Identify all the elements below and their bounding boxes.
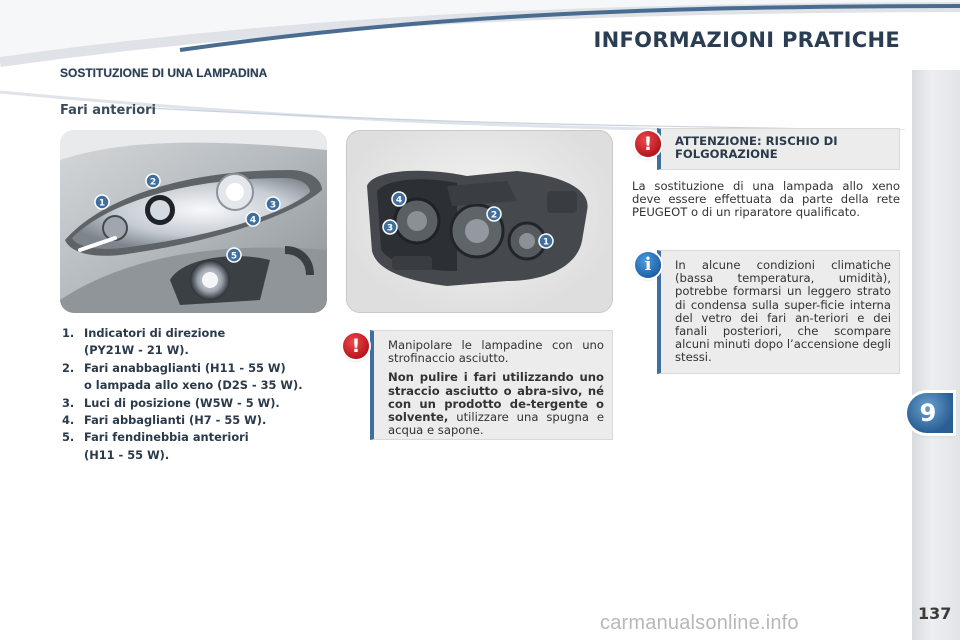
list-item	[62, 360, 332, 395]
list-item-text: Luci di posizione (W5W - 5 W).	[84, 395, 280, 410]
list-item-text: Fari anabbaglianti (H11 - 55 W)	[84, 360, 286, 375]
info-icon: i	[635, 252, 661, 278]
callout-3: 3	[269, 200, 277, 211]
right-margin-band	[912, 70, 960, 640]
list-item	[62, 395, 332, 412]
list-item-number: 2.	[62, 360, 75, 375]
cleaning-note-text: Manipolare le lampadine con uno strofinaccio asciutto.	[388, 338, 604, 366]
list-item-number: 3.	[62, 395, 75, 410]
callout-3: 3	[386, 223, 394, 234]
list-item-number: 5.	[62, 430, 75, 445]
callout-5: 5	[230, 251, 238, 262]
bulb-list	[62, 325, 332, 464]
callout-1: 1	[98, 198, 106, 209]
cleaning-warning-box	[370, 330, 613, 440]
cleaning-note-bold: Non pulire i fari utilizzando uno straccio asciutto o abra-sivo, né con un prodotto de-tergente o solvente,	[388, 370, 604, 425]
callout-4: 4	[249, 215, 257, 226]
headlamp-rear-photo	[346, 130, 613, 313]
headlamp-exterior-photo	[60, 130, 327, 313]
cleaning-note-warning	[388, 371, 604, 437]
cleaning-note-rest: utilizzare una spugna e acqua e sapone.	[388, 410, 604, 438]
warning-icon: !	[635, 131, 661, 157]
callout-2: 2	[149, 177, 157, 188]
list-item-text-cont: (PY21W - 21 W).	[84, 343, 189, 358]
callout-4: 4	[395, 195, 403, 206]
list-item	[62, 429, 332, 464]
xenon-replacement-text: La sostituzione di una lampada allo xeno deve essere effettuata da parte della rete PEUGEOT o di un riparatore qualificato.	[632, 179, 900, 220]
chapter-title: INFORMAZIONI PRATICHE	[593, 28, 900, 52]
electrocution-warning-box	[657, 128, 900, 170]
list-item-text-cont: o lampada allo xeno (D2S - 35 W).	[84, 378, 303, 393]
list-item-text: Fari abbaglianti (H7 - 55 W).	[84, 413, 267, 428]
callout-2: 2	[490, 210, 498, 221]
callout-1: 1	[542, 237, 550, 248]
watermark: carmanualsonline.info	[600, 612, 799, 634]
list-item	[62, 325, 332, 360]
warning-icon: !	[343, 333, 369, 359]
subsection-title: Fari anteriori	[60, 103, 157, 118]
list-item-number: 1.	[62, 326, 75, 340]
chapter-tab: 9	[907, 393, 953, 433]
warning-title-line2: FOLGORAZIONE	[675, 147, 778, 161]
info-note-text: In alcune condizioni climatiche (bassa temperatura, umidità), potrebbe formarsi un leggero strato di condensa sulla super-ficie interna del vetro dei fari an-teriori e dei fanali posteriori, che scompare alcuni minuti dopo l’accensione degli stessi.	[675, 258, 891, 365]
page-number: 137	[918, 604, 952, 623]
list-item-number: 4.	[62, 413, 75, 428]
condensation-info-box	[657, 250, 900, 374]
list-item	[62, 412, 332, 429]
list-item-text-cont: (H11 - 55 W).	[84, 447, 170, 462]
list-item-text: Indicatori di direzione	[84, 326, 226, 340]
warning-title-line1: ATTENZIONE: RISCHIO DI	[675, 134, 838, 148]
list-item-text: Fari fendinebbia anteriori	[84, 430, 249, 445]
section-title: SOSTITUZIONE DI UNA LAMPADINA	[60, 66, 268, 80]
